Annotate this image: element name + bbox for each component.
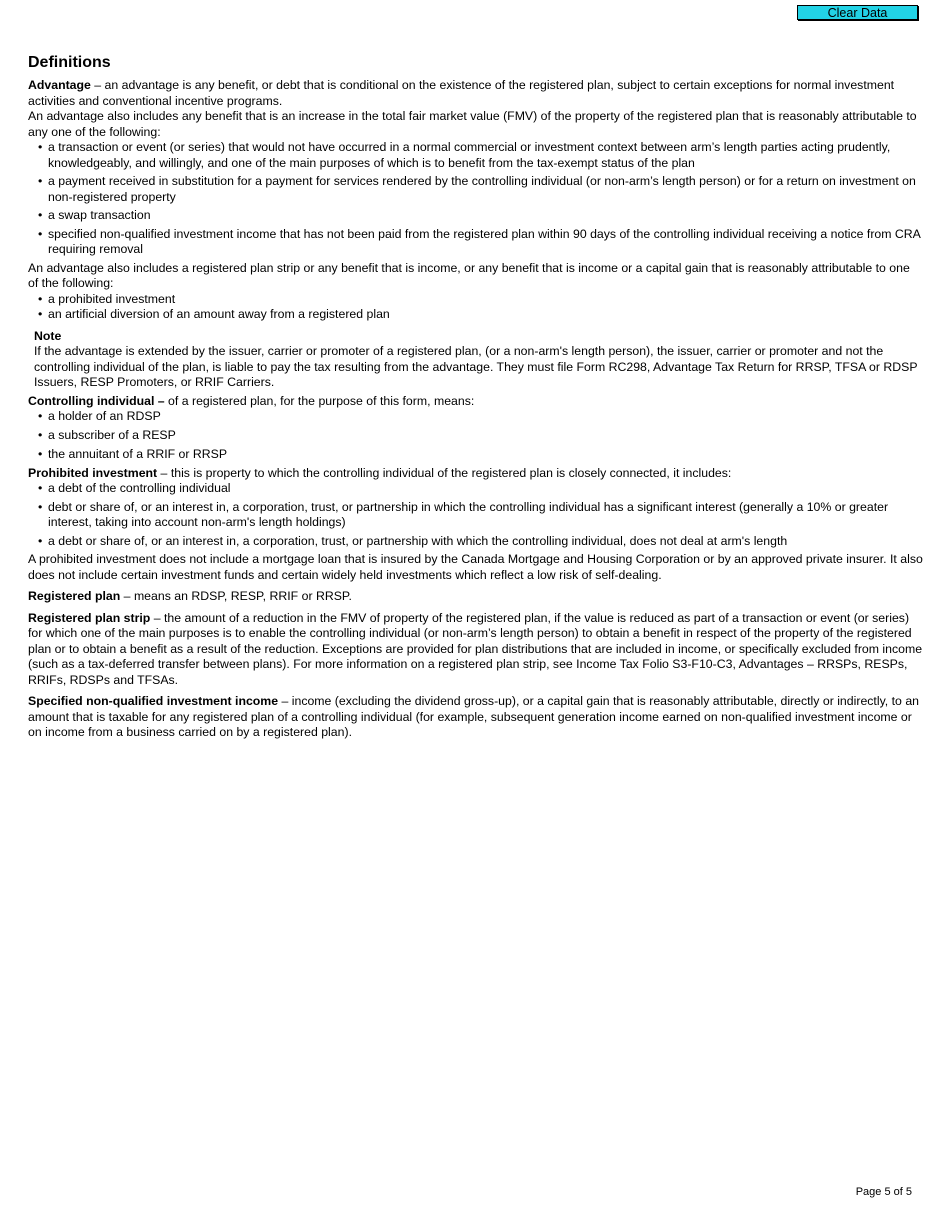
- advantage-para3: An advantage also includes a registered plan strip or any benefit that is income, or any benefit that is income or a capital gain that is reasonably attributable to one of the following:: [28, 260, 910, 290]
- advantage-bullet-list-2: [28, 292, 923, 323]
- list-item: • a swap transaction: [48, 208, 923, 224]
- prohibited-investment-para2: A prohibited investment does not include a mortgage loan that is insured by the Canada Mortgage and Housing Corporation or by an approved private insurer. It also does not include certain investment funds and certain widely held investments which reflect a low risk of self-dealing.: [28, 552, 923, 582]
- prohibited-investment-term: Prohibited investment: [28, 465, 158, 480]
- advantage-para2: An advantage also includes any benefit that is an increase in the total fair market value (FMV) of the property of the registered plan that is reasonably attributable to any one of the following:: [28, 109, 917, 139]
- prohibited-investment-list: [28, 481, 923, 549]
- list-item: • a payment received in substitution for a payment for services rendered by the controlling individual (or non-arm’s length person) or for a return on investment on non-registered property: [48, 174, 923, 205]
- prohibited-investment-text: – this is property to which the controlling individual of the registered plan is closely connected, it includes:: [157, 465, 732, 480]
- note-block: [28, 329, 923, 391]
- list-item: • a debt of the controlling individual: [48, 481, 923, 497]
- advantage-bullet-list-1: [28, 140, 923, 258]
- note-text: If the advantage is extended by the issuer, carrier or promoter of a registered plan, (or a non-arm's length person), the issuer, carrier or promoter and not the controlling individual of the plan, is liable to pay the tax resulting from the advantage. They must file Form RC298, Advantage Tax Return for RRSP, TFSA or RDSP Issuers, RESP Promoters, or RRIF Carriers.: [34, 344, 918, 389]
- prohibited-investment-definition: [28, 466, 923, 482]
- clear-data-button[interactable]: Clear Data: [797, 5, 918, 20]
- specified-income-text: – income (excluding the dividend gross-up), or a capital gain that is reasonably attributable, directly or indirectly, to an amount that is taxable for any registered plan of a controlling individual (for example, subsequent generation income earned on non-qualified investment income or on income from a business carried on by a registered plan).: [28, 694, 919, 740]
- list-item: • an artificial diversion of an amount away from a registered plan: [48, 307, 923, 323]
- specified-income-definition: [28, 694, 923, 741]
- list-item: • debt or share of, or an interest in, a corporation, trust, or partnership in which the controlling individual has a significant interest (generally a 10% or greater interest, taking into account non-arm's length holdings): [48, 500, 923, 531]
- definitions-section: [28, 53, 923, 741]
- advantage-definition: [28, 78, 923, 109]
- list-item: • specified non-qualified investment income that has not been paid from the registered plan within 90 days of the controlling individual receiving a notice from CRA requiring removal: [48, 227, 923, 258]
- list-item: • a holder of an RDSP: [48, 409, 923, 425]
- list-item: • a debt or share of, or an interest in, a corporation, trust, or partnership with which the controlling individual, does not deal at arm's length: [48, 534, 923, 550]
- advantage-text: – an advantage is any benefit, or debt that is conditional on the existence of the registered plan, subject to certain exceptions for normal investment activities and conventional incentive programs.: [28, 78, 895, 108]
- registered-plan-strip-text: – the amount of a reduction in the FMV of property of the registered plan, if the value is reduced as part of a transaction or event (or series) for which one of the main purposes is to enable the controlling individual (or non-arm’s length person) to obtain a benefit in respect of the property of the registered plan or to obtain a benefit as a result of the reduction. Exceptions are provided for plan distributions that are included in income, or specifically excluded from income (such as a tax-deferred transfer between plans). For more information on a registered plan strip, see Income Tax Folio S3-F10-C3, Advantages – RRSPs, RESPs, RRIFs, RDSPs and TFSAs.: [28, 610, 923, 687]
- registered-plan-strip-term: Registered plan strip: [28, 610, 151, 625]
- registered-plan-strip-definition: [28, 611, 923, 689]
- page-number: Page 5 of 5: [855, 1186, 912, 1198]
- note-title: Note: [34, 328, 62, 343]
- list-item: • a prohibited investment: [48, 292, 923, 308]
- controlling-individual-term: Controlling individual –: [28, 393, 165, 408]
- registered-plan-text: – means an RDSP, RESP, RRIF or RRSP.: [120, 589, 352, 604]
- registered-plan-definition: [28, 589, 923, 605]
- controlling-individual-text: of a registered plan, for the purpose of this form, means:: [164, 393, 475, 408]
- specified-income-term: Specified non-qualified investment income: [28, 694, 279, 709]
- controlling-individual-definition: [28, 394, 923, 410]
- advantage-term: Advantage: [28, 78, 91, 92]
- controlling-individual-list: [28, 409, 923, 462]
- list-item: • a subscriber of a RESP: [48, 428, 923, 444]
- definitions-heading: Definitions: [28, 54, 111, 71]
- registered-plan-term: Registered plan: [28, 589, 121, 604]
- list-item: • a transaction or event (or series) that would not have occurred in a normal commercial or investment context between arm’s length parties acting prudently, knowledgeably, and willingly, and one of the main purposes of which is to benefit from the tax-exempt status of the plan: [48, 140, 923, 171]
- list-item: • the annuitant of a RRIF or RRSP: [48, 447, 923, 463]
